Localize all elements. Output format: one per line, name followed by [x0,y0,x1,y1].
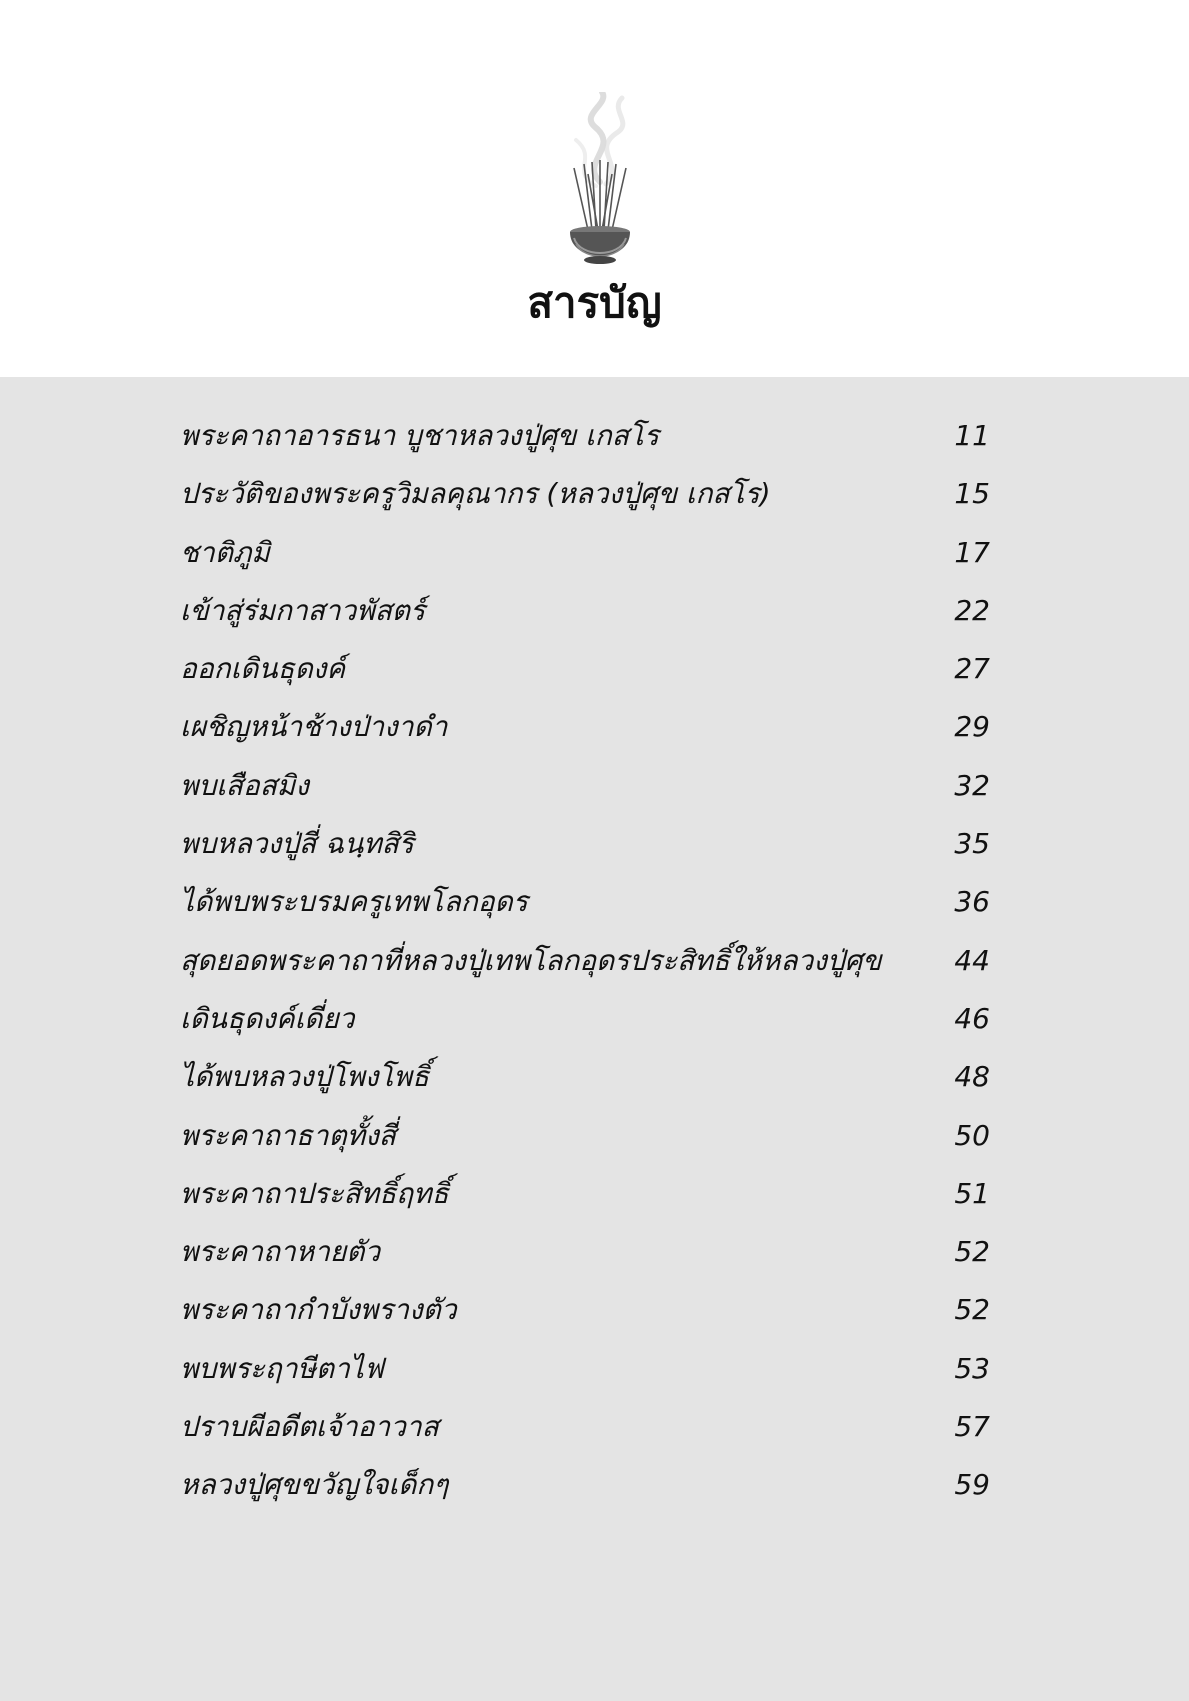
toc-entry-title: ปราบผีอดีตเจ้าอาวาส [180,1410,439,1444]
toc-entry-page: 35 [954,827,990,861]
toc-entry[interactable] [180,1467,990,1525]
page-title: สารบัญ [527,278,662,327]
toc-entry[interactable] [180,943,990,1001]
toc-entry[interactable] [180,826,990,884]
toc-entry-title: ออกเดินธุดงค์ [180,652,346,686]
toc-entry[interactable] [180,1118,990,1176]
toc-list [180,418,990,1526]
toc-entry-title: ได้พบหลวงปู่โพงโพธิ์ [180,1060,430,1094]
page-header [0,0,1189,377]
toc-entry[interactable] [180,535,990,593]
toc-entry[interactable] [180,709,990,767]
toc-entry-title: หลวงปู่ศุขขวัญใจเด็กๆ [180,1468,449,1502]
toc-entry-page: 29 [954,710,990,744]
toc-entry-title: เข้าสู่ร่มกาสาวพัสตร์ [180,593,425,627]
toc-entry-title: พระคาถาหายตัว [180,1235,381,1269]
toc-entry-title: ได้พบพระบรมครูเทพโลกอุดร [180,885,528,919]
toc-entry[interactable] [180,476,990,534]
toc-entry-title: ชาติภูมิ [180,535,270,569]
toc-entry[interactable] [180,418,990,476]
toc-entry[interactable] [180,1234,990,1292]
toc-entry-title: พระคาถาอารธนา บูชาหลวงปู่ศุข เกสโร [180,419,659,452]
toc-entry-page: 15 [954,477,990,511]
toc-entry-title: พระคาถากำบังพรางตัว [180,1293,457,1327]
toc-entry-title: ประวัติของพระครูวิมลคุณากร (หลวงปู่ศุข เกสโร) [180,477,771,511]
toc-entry-title: สุดยอดพระคาถาที่หลวงปู่เทพโลกอุดรประสิทธิ์ให้หลวงปู่ศุข [180,943,882,977]
toc-entry-page: 46 [954,1001,990,1035]
toc-entry-page: 51 [954,1176,990,1210]
toc-entry-page: 32 [954,768,990,802]
toc-entry-page: 36 [954,885,990,919]
toc-entry-page: 22 [954,593,990,627]
toc-entry[interactable] [180,1001,990,1059]
toc-entry-page: 52 [954,1293,990,1327]
toc-entry-title: พระคาถาประสิทธิ์ฤทธิ์ [180,1176,449,1210]
toc-entry-title: พบพระฤาษีตาไฟ [180,1351,384,1385]
toc-entry[interactable] [180,768,990,826]
toc-entry-page: 11 [954,419,990,452]
toc-entry-page: 53 [954,1351,990,1385]
toc-entry-page: 50 [954,1118,990,1152]
toc-entry-title: เผชิญหน้าช้างป่างาดำ [180,710,448,744]
table-of-contents [0,377,1189,1701]
toc-entry-title: เดินธุดงค์เดี่ยว [180,1001,355,1035]
toc-entry-page: 44 [954,943,990,977]
toc-entry-page: 17 [954,535,990,569]
toc-entry[interactable] [180,1351,990,1409]
toc-entry-title: พบหลวงปู่สี่ ฉนฺทสิริ [180,827,414,861]
toc-entry[interactable] [180,593,990,651]
toc-entry-page: 48 [954,1060,990,1094]
toc-entry-page: 57 [954,1410,990,1444]
toc-entry-title: พบเสือสมิง [180,768,309,802]
toc-entry-page: 52 [954,1235,990,1269]
toc-entry-title: พระคาถาธาตุทั้งสี่ [180,1118,396,1152]
toc-entry-page: 59 [954,1468,990,1502]
toc-entry[interactable] [180,1292,990,1350]
incense-bowl-icon [540,92,660,272]
toc-entry[interactable] [180,1176,990,1234]
toc-entry[interactable] [180,1409,990,1467]
toc-entry[interactable] [180,651,990,709]
toc-entry-page: 27 [954,652,990,686]
toc-entry[interactable] [180,1059,990,1117]
toc-entry[interactable] [180,884,990,942]
